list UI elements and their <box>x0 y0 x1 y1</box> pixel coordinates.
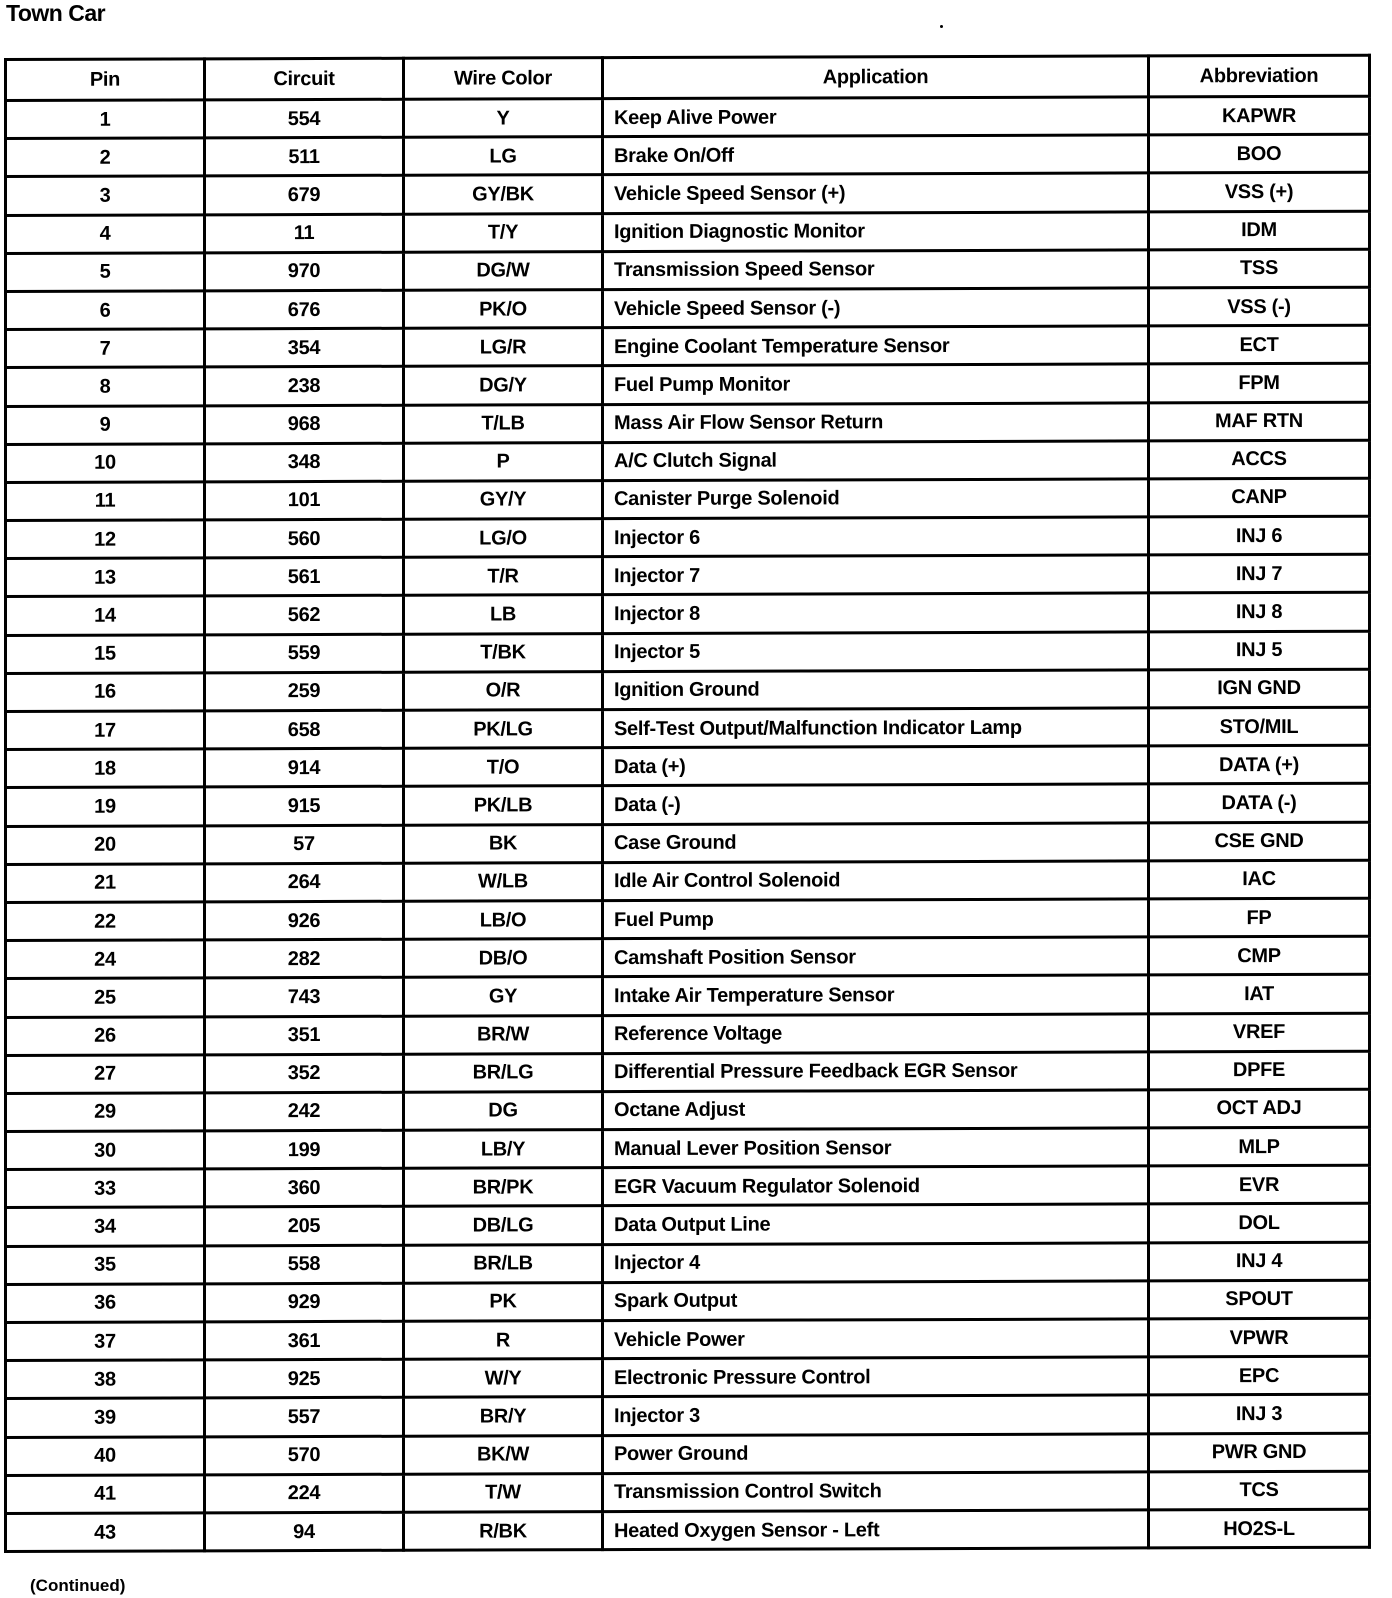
cell-circuit: 915 <box>205 787 404 826</box>
cell-abbreviation: EVR <box>1149 1165 1370 1204</box>
pinout-table <box>4 54 1371 1553</box>
cell-wire-color: T/W <box>404 1473 603 1512</box>
cell-abbreviation: VSS (+) <box>1149 173 1370 212</box>
cell-circuit: 57 <box>205 825 404 864</box>
cell-circuit: 511 <box>205 137 404 176</box>
cell-pin: 19 <box>6 787 205 826</box>
table-row <box>6 822 1370 864</box>
cell-wire-color: PK/LG <box>404 710 603 749</box>
cell-circuit: 679 <box>205 176 404 215</box>
cell-wire-color: DG/W <box>404 251 603 290</box>
table-row <box>6 554 1370 596</box>
cell-abbreviation: EPC <box>1149 1356 1370 1395</box>
cell-wire-color: DG <box>404 1091 603 1130</box>
cell-circuit: 914 <box>205 748 404 787</box>
header-row <box>6 55 1370 100</box>
table-row <box>6 1280 1370 1322</box>
cell-wire-color: T/LB <box>404 404 603 443</box>
table-row <box>6 1165 1370 1207</box>
cell-circuit: 658 <box>205 710 404 749</box>
cell-wire-color: BR/Y <box>404 1397 603 1436</box>
cell-wire-color: T/R <box>404 557 603 596</box>
cell-pin: 37 <box>6 1322 205 1361</box>
cell-abbreviation: IAC <box>1149 860 1370 899</box>
cell-abbreviation: CMP <box>1149 936 1370 975</box>
cell-circuit: 242 <box>205 1092 404 1131</box>
cell-pin: 35 <box>6 1245 205 1284</box>
cell-pin: 16 <box>6 673 205 712</box>
cell-circuit: 94 <box>205 1512 404 1551</box>
cell-application: Data Output Line <box>603 1204 1149 1244</box>
cell-abbreviation: DATA (-) <box>1149 784 1370 823</box>
cell-circuit: 351 <box>205 1016 404 1055</box>
cell-application: Data (-) <box>603 784 1149 824</box>
cell-application: Power Ground <box>603 1433 1149 1473</box>
cell-application: Ignition Diagnostic Monitor <box>603 211 1149 251</box>
table-row <box>6 745 1370 787</box>
cell-circuit: 570 <box>205 1436 404 1475</box>
table-row <box>6 784 1370 826</box>
table-row <box>6 1204 1370 1246</box>
cell-pin: 25 <box>6 978 205 1017</box>
cell-wire-color: LG <box>404 137 603 176</box>
cell-abbreviation: OCT ADJ <box>1149 1089 1370 1128</box>
cell-application: Camshaft Position Sensor <box>603 937 1149 977</box>
cell-application: Transmission Speed Sensor <box>603 250 1149 290</box>
cell-circuit: 676 <box>205 290 404 329</box>
table-row <box>6 211 1370 253</box>
cell-circuit: 557 <box>205 1398 404 1437</box>
table-row <box>6 669 1370 711</box>
cell-abbreviation: CANP <box>1149 478 1370 517</box>
cell-pin: 41 <box>6 1475 205 1514</box>
cell-abbreviation: TCS <box>1149 1471 1370 1510</box>
cell-pin: 6 <box>6 291 205 330</box>
table-row <box>6 631 1370 673</box>
cell-abbreviation: BOO <box>1149 134 1370 173</box>
cell-wire-color: W/Y <box>404 1359 603 1398</box>
cell-circuit: 352 <box>205 1054 404 1093</box>
table-row <box>6 860 1370 902</box>
cell-abbreviation: IGN GND <box>1149 669 1370 708</box>
cell-pin: 10 <box>6 444 205 483</box>
cell-abbreviation: MAF RTN <box>1149 402 1370 441</box>
table-row <box>6 898 1370 940</box>
cell-circuit: 11 <box>205 214 404 253</box>
cell-circuit: 199 <box>205 1130 404 1169</box>
table-row <box>6 364 1370 406</box>
cell-wire-color: Y <box>404 99 603 138</box>
cell-circuit: 561 <box>205 557 404 596</box>
cell-wire-color: PK <box>404 1282 603 1321</box>
cell-abbreviation: DOL <box>1149 1204 1370 1243</box>
cell-application: Injector 5 <box>603 632 1149 672</box>
cell-application: Injector 8 <box>603 593 1149 633</box>
table-row <box>6 325 1370 367</box>
table-row <box>6 1356 1370 1398</box>
cell-application: Octane Adjust <box>603 1090 1149 1130</box>
cell-circuit: 562 <box>205 596 404 635</box>
cell-pin: 27 <box>6 1055 205 1094</box>
cell-pin: 39 <box>6 1398 205 1437</box>
cell-application: Intake Air Temperature Sensor <box>603 975 1149 1015</box>
table-row <box>6 1395 1370 1437</box>
table-row <box>6 593 1370 635</box>
cell-abbreviation: DPFE <box>1149 1051 1370 1090</box>
cell-wire-color: BK/W <box>404 1435 603 1474</box>
cell-application: Injector 3 <box>603 1395 1149 1435</box>
cell-pin: 21 <box>6 864 205 903</box>
cell-wire-color: LG/R <box>404 328 603 367</box>
cell-circuit: 360 <box>205 1168 404 1207</box>
cell-wire-color: BR/PK <box>404 1168 603 1207</box>
cell-application: Transmission Control Switch <box>603 1472 1149 1512</box>
cell-pin: 36 <box>6 1284 205 1323</box>
cell-wire-color: PK/O <box>404 290 603 329</box>
cell-pin: 34 <box>6 1207 205 1246</box>
cell-wire-color: GY <box>404 977 603 1016</box>
cell-wire-color: LG/O <box>404 519 603 558</box>
table-row <box>6 1127 1370 1169</box>
cell-application: Fuel Pump Monitor <box>603 364 1149 404</box>
table-row <box>6 1051 1370 1093</box>
cell-abbreviation: SPOUT <box>1149 1280 1370 1319</box>
cell-abbreviation: CSE GND <box>1149 822 1370 861</box>
cell-application: Idle Air Control Solenoid <box>603 861 1149 901</box>
cell-application: Data (+) <box>603 746 1149 786</box>
cell-abbreviation: ACCS <box>1149 440 1370 479</box>
cell-pin: 4 <box>6 214 205 253</box>
header-wire-color: Wire Color <box>404 58 603 100</box>
cell-application: Keep Alive Power <box>603 97 1149 137</box>
cell-abbreviation: STO/MIL <box>1149 707 1370 746</box>
cell-circuit: 929 <box>205 1283 404 1322</box>
cell-pin: 3 <box>6 176 205 215</box>
cell-wire-color: BR/LG <box>404 1053 603 1092</box>
cell-application: Engine Coolant Temperature Sensor <box>603 326 1149 366</box>
cell-abbreviation: INJ 4 <box>1149 1242 1370 1281</box>
cell-circuit: 361 <box>205 1321 404 1360</box>
cell-abbreviation: INJ 5 <box>1149 631 1370 670</box>
cell-wire-color: LB/Y <box>404 1130 603 1169</box>
cell-circuit: 101 <box>205 481 404 520</box>
table-row <box>6 173 1370 215</box>
cell-circuit: 926 <box>205 901 404 940</box>
cell-abbreviation: PWR GND <box>1149 1433 1370 1472</box>
cell-abbreviation: FPM <box>1149 364 1370 403</box>
cell-wire-color: DG/Y <box>404 366 603 405</box>
header-application: Application <box>603 56 1149 99</box>
cell-wire-color: BR/LB <box>404 1244 603 1283</box>
table-row <box>6 440 1370 482</box>
cell-abbreviation: FP <box>1149 898 1370 937</box>
cell-pin: 33 <box>6 1169 205 1208</box>
cell-wire-color: GY/BK <box>404 175 603 214</box>
table-row <box>6 707 1370 749</box>
cell-application: Mass Air Flow Sensor Return <box>603 402 1149 442</box>
cell-pin: 38 <box>6 1360 205 1399</box>
header-pin: Pin <box>6 59 205 101</box>
cell-pin: 7 <box>6 329 205 368</box>
table-row <box>6 516 1370 558</box>
cell-pin: 43 <box>6 1513 205 1552</box>
cell-application: Injector 4 <box>603 1243 1149 1283</box>
cell-abbreviation: INJ 7 <box>1149 554 1370 593</box>
cell-wire-color: PK/LB <box>404 786 603 825</box>
cell-circuit: 559 <box>205 634 404 673</box>
cell-wire-color: O/R <box>404 671 603 710</box>
cell-abbreviation: MLP <box>1149 1127 1370 1166</box>
cell-application: Reference Voltage <box>603 1013 1149 1053</box>
cell-wire-color: BK <box>404 824 603 863</box>
table-row <box>6 249 1370 291</box>
cell-application: Injector 7 <box>603 555 1149 595</box>
cell-abbreviation: VREF <box>1149 1013 1370 1052</box>
cell-abbreviation: KAPWR <box>1149 96 1370 135</box>
cell-application: A/C Clutch Signal <box>603 441 1149 481</box>
cell-wire-color: T/BK <box>404 633 603 672</box>
cell-abbreviation: INJ 6 <box>1149 516 1370 555</box>
cell-pin: 24 <box>6 940 205 979</box>
cell-application: EGR Vacuum Regulator Solenoid <box>603 1166 1149 1206</box>
table-row <box>6 1509 1370 1551</box>
cell-pin: 8 <box>6 367 205 406</box>
cell-circuit: 354 <box>205 328 404 367</box>
cell-pin: 11 <box>6 482 205 521</box>
cell-abbreviation: HO2S-L <box>1149 1509 1370 1548</box>
cell-application: Injector 6 <box>603 517 1149 557</box>
cell-pin: 29 <box>6 1093 205 1132</box>
cell-pin: 13 <box>6 558 205 597</box>
cell-abbreviation: VPWR <box>1149 1318 1370 1357</box>
cell-circuit: 968 <box>205 405 404 444</box>
table-row <box>6 975 1370 1017</box>
cell-pin: 26 <box>6 1016 205 1055</box>
cell-abbreviation: DATA (+) <box>1149 745 1370 784</box>
cell-application: Differential Pressure Feedback EGR Sensor <box>603 1052 1149 1092</box>
cell-application: Manual Lever Position Sensor <box>603 1128 1149 1168</box>
page-title: Town Car <box>6 0 106 26</box>
cell-circuit: 264 <box>205 863 404 902</box>
cell-application: Electronic Pressure Control <box>603 1357 1149 1397</box>
cell-wire-color: T/O <box>404 748 603 787</box>
stray-dot <box>940 25 943 28</box>
cell-pin: 9 <box>6 405 205 444</box>
cell-circuit: 282 <box>205 939 404 978</box>
cell-pin: 15 <box>6 634 205 673</box>
cell-application: Vehicle Speed Sensor (+) <box>603 173 1149 213</box>
cell-wire-color: R/BK <box>404 1512 603 1551</box>
table-row <box>6 1318 1370 1360</box>
cell-pin: 17 <box>6 711 205 750</box>
cell-pin: 20 <box>6 825 205 864</box>
continued-note: (Continued) <box>30 1576 126 1595</box>
header-circuit: Circuit <box>205 58 404 100</box>
table-row <box>6 287 1370 329</box>
cell-wire-color: P <box>404 442 603 481</box>
table-row <box>6 1433 1370 1475</box>
cell-pin: 30 <box>6 1131 205 1170</box>
cell-circuit: 348 <box>205 443 404 482</box>
cell-application: Vehicle Power <box>603 1319 1149 1359</box>
cell-circuit: 560 <box>205 519 404 558</box>
table-row <box>6 1471 1370 1513</box>
header-abbreviation: Abbreviation <box>1149 55 1370 97</box>
cell-application: Canister Purge Solenoid <box>603 479 1149 519</box>
cell-application: Fuel Pump <box>603 899 1149 939</box>
cell-circuit: 925 <box>205 1359 404 1398</box>
cell-circuit: 259 <box>205 672 404 711</box>
cell-abbreviation: IAT <box>1149 975 1370 1014</box>
cell-abbreviation: ECT <box>1149 325 1370 364</box>
cell-application: Case Ground <box>603 822 1149 862</box>
table-row <box>6 1089 1370 1131</box>
table-row <box>6 134 1370 176</box>
cell-application: Vehicle Speed Sensor (-) <box>603 288 1149 328</box>
cell-pin: 12 <box>6 520 205 559</box>
cell-pin: 22 <box>6 902 205 941</box>
cell-circuit: 970 <box>205 252 404 291</box>
table-row <box>6 1013 1370 1055</box>
cell-wire-color: LB/O <box>404 901 603 940</box>
cell-wire-color: DB/O <box>404 939 603 978</box>
cell-pin: 5 <box>6 253 205 292</box>
cell-circuit: 205 <box>205 1207 404 1246</box>
table-row <box>6 478 1370 520</box>
cell-circuit: 558 <box>205 1245 404 1284</box>
table-row <box>6 936 1370 978</box>
cell-pin: 1 <box>6 100 205 139</box>
cell-wire-color: R <box>404 1321 603 1360</box>
cell-abbreviation: INJ 8 <box>1149 593 1370 632</box>
cell-application: Spark Output <box>603 1281 1149 1321</box>
table-row <box>6 402 1370 444</box>
cell-pin: 18 <box>6 749 205 788</box>
cell-wire-color: LB <box>404 595 603 634</box>
cell-application: Brake On/Off <box>603 135 1149 175</box>
table-row <box>6 1242 1370 1284</box>
cell-application: Heated Oxygen Sensor - Left <box>603 1510 1149 1550</box>
cell-circuit: 224 <box>205 1474 404 1513</box>
cell-abbreviation: INJ 3 <box>1149 1395 1370 1434</box>
cell-wire-color: W/LB <box>404 862 603 901</box>
cell-pin: 40 <box>6 1436 205 1475</box>
cell-wire-color: T/Y <box>404 213 603 252</box>
table-row <box>6 96 1370 138</box>
cell-circuit: 238 <box>205 367 404 406</box>
cell-wire-color: GY/Y <box>404 480 603 519</box>
cell-abbreviation: IDM <box>1149 211 1370 250</box>
cell-application: Self-Test Output/Malfunction Indicator Lamp <box>603 708 1149 748</box>
cell-pin: 2 <box>6 138 205 177</box>
cell-circuit: 743 <box>205 978 404 1017</box>
cell-wire-color: DB/LG <box>404 1206 603 1245</box>
cell-wire-color: BR/W <box>404 1015 603 1054</box>
cell-abbreviation: VSS (-) <box>1149 287 1370 326</box>
cell-application: Ignition Ground <box>603 670 1149 710</box>
cell-circuit: 554 <box>205 99 404 138</box>
cell-abbreviation: TSS <box>1149 249 1370 288</box>
cell-pin: 14 <box>6 596 205 635</box>
